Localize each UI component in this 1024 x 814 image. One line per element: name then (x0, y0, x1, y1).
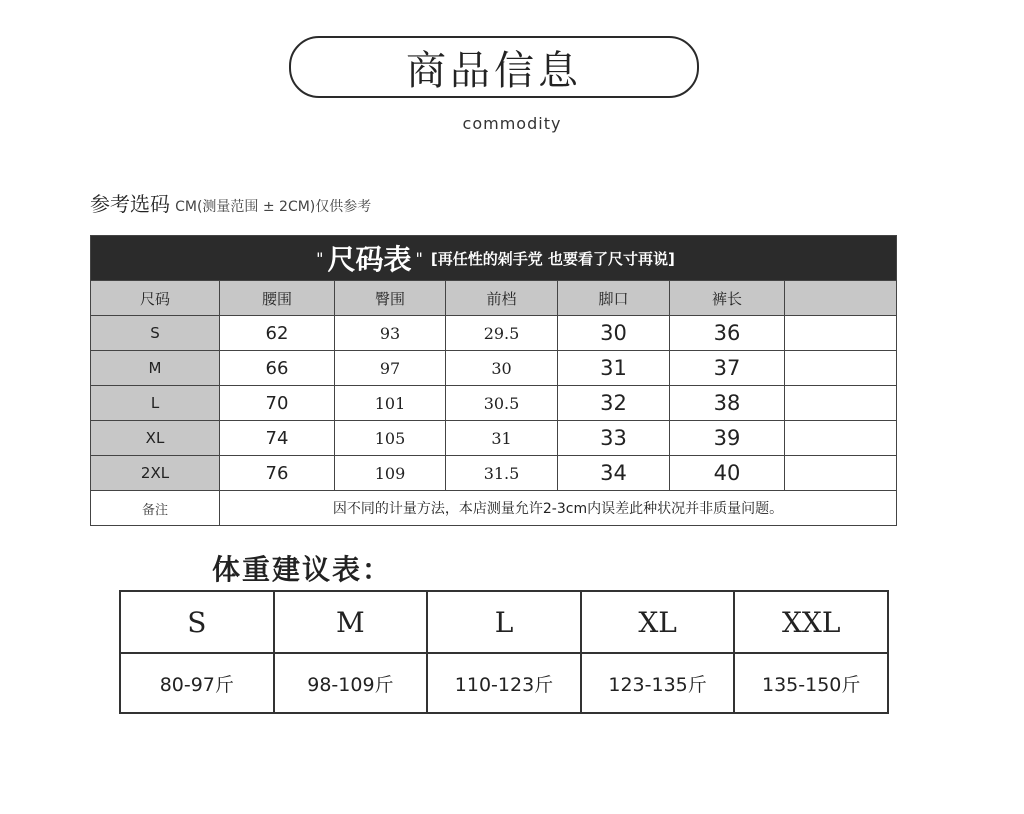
cell-hip: 97 (335, 351, 446, 386)
cell-pants-length: 36 (670, 316, 785, 351)
cell-waist: 66 (220, 351, 335, 386)
table-row (91, 316, 897, 351)
cell-empty (785, 456, 897, 491)
weight-size-row (120, 591, 888, 653)
weight-range-xxl: 135-150斤 (734, 653, 888, 713)
reference-line (90, 188, 371, 217)
note-row (91, 491, 897, 526)
size-chart-subtitle: [再任性的剁手党 也要看了尺寸再说] (430, 249, 675, 268)
cell-leg-opening: 33 (558, 421, 670, 456)
size-chart-header-row (91, 281, 897, 316)
size-chart-table (90, 235, 897, 526)
header-hip: 臀围 (335, 281, 446, 316)
cell-pants-length: 39 (670, 421, 785, 456)
cell-hip: 105 (335, 421, 446, 456)
cell-front-rise: 31.5 (446, 456, 558, 491)
cell-pants-length: 37 (670, 351, 785, 386)
cell-front-rise: 30 (446, 351, 558, 386)
header-leg-opening: 脚口 (558, 281, 670, 316)
cell-empty (785, 351, 897, 386)
cell-front-rise: 30.5 (446, 386, 558, 421)
weight-range-xl: 123-135斤 (581, 653, 735, 713)
header-size: 尺码 (91, 281, 220, 316)
table-row (91, 386, 897, 421)
reference-label: 参考选码 (90, 192, 170, 216)
weight-chart-title: 体重建议表： (212, 553, 393, 586)
page-subtitle: commodity (462, 114, 562, 133)
weight-chart-table (119, 590, 889, 714)
cell-leg-opening: 31 (558, 351, 670, 386)
cell-front-rise: 31 (446, 421, 558, 456)
cell-empty (785, 421, 897, 456)
cell-waist: 70 (220, 386, 335, 421)
note-text: 因不同的计量方法，本店测量允许2-3cm内误差此种状况并非质量问题。 (220, 491, 897, 526)
size-chart-banner (91, 236, 897, 281)
header-front-rise: 前档 (446, 281, 558, 316)
row-size: L (91, 386, 220, 421)
note-label: 备注 (91, 491, 220, 526)
weight-range-s: 80-97斤 (120, 653, 274, 713)
size-chart-title: 尺码表 (327, 243, 412, 276)
row-size: 2XL (91, 456, 220, 491)
header-waist: 腰围 (220, 281, 335, 316)
row-size: M (91, 351, 220, 386)
reference-note: CM(测量范围 ± 2CM)仅供参考 (175, 199, 372, 215)
banner-deco-right: " (415, 248, 423, 268)
cell-empty (785, 316, 897, 351)
table-row (91, 351, 897, 386)
cell-hip: 101 (335, 386, 446, 421)
header-empty (785, 281, 897, 316)
title-box (289, 36, 699, 98)
cell-hip: 109 (335, 456, 446, 491)
cell-empty (785, 386, 897, 421)
cell-waist: 62 (220, 316, 335, 351)
cell-pants-length: 40 (670, 456, 785, 491)
weight-size-m: M (274, 591, 428, 653)
cell-leg-opening: 30 (558, 316, 670, 351)
weight-size-xxl: XXL (734, 591, 888, 653)
page-title: 商品信息 (406, 47, 582, 94)
row-size: S (91, 316, 220, 351)
cell-waist: 74 (220, 421, 335, 456)
weight-range-m: 98-109斤 (274, 653, 428, 713)
cell-leg-opening: 34 (558, 456, 670, 491)
weight-range-row (120, 653, 888, 713)
row-size: XL (91, 421, 220, 456)
table-row (91, 456, 897, 491)
cell-pants-length: 38 (670, 386, 785, 421)
cell-waist: 76 (220, 456, 335, 491)
cell-front-rise: 29.5 (446, 316, 558, 351)
cell-leg-opening: 32 (558, 386, 670, 421)
weight-size-l: L (427, 591, 581, 653)
table-row (91, 421, 897, 456)
banner-deco-left: " (316, 248, 324, 268)
cell-hip: 93 (335, 316, 446, 351)
weight-range-l: 110-123斤 (427, 653, 581, 713)
header-pants-length: 裤长 (670, 281, 785, 316)
weight-size-s: S (120, 591, 274, 653)
weight-size-xl: XL (581, 591, 735, 653)
